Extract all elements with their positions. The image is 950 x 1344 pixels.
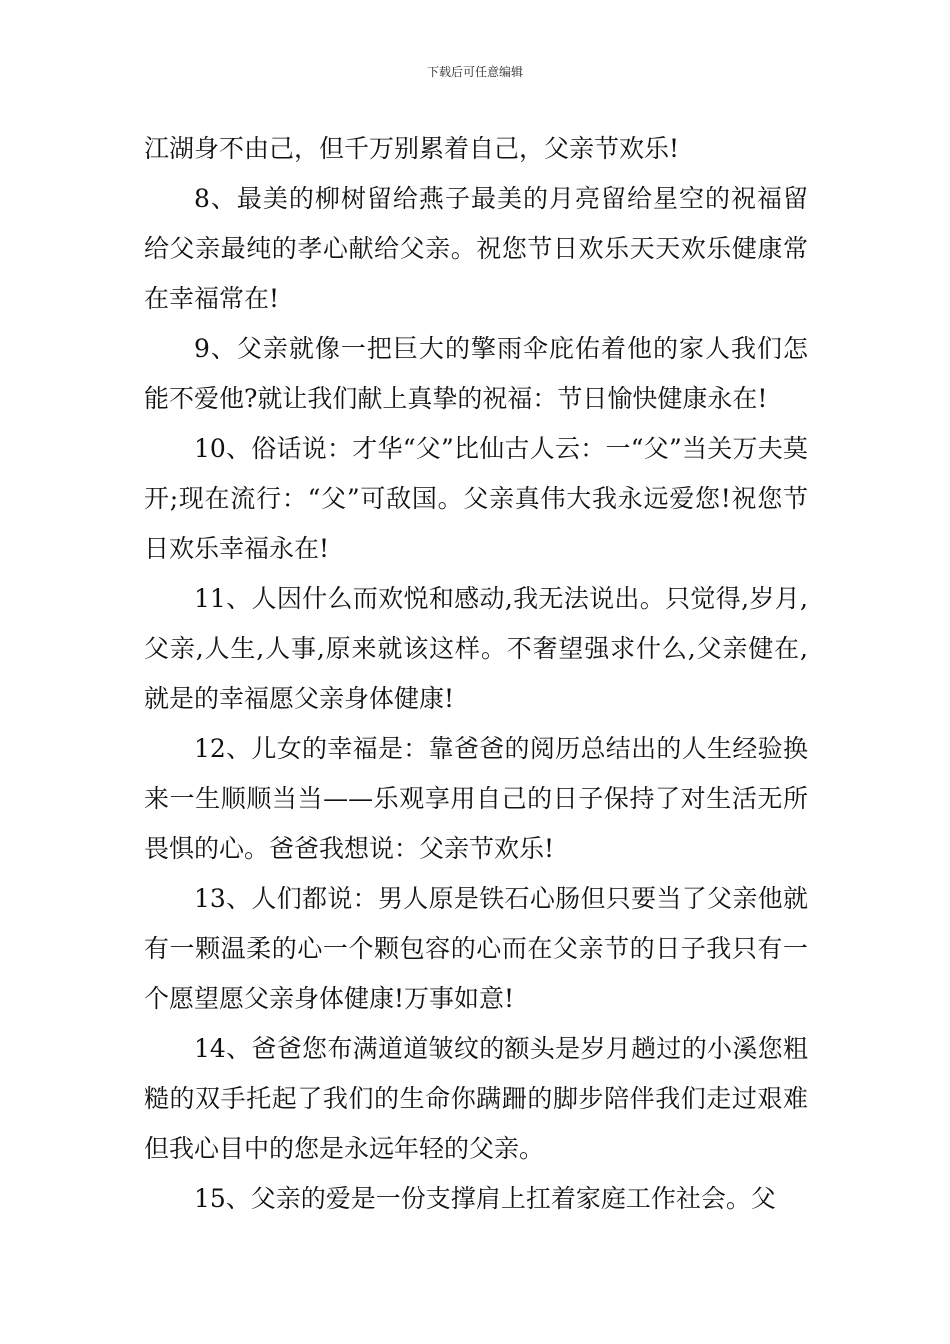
document-body	[144, 124, 808, 1224]
paragraph-item-8: 8、最美的柳树留给燕子最美的月亮留给星空的祝福留给父亲最纯的孝心献给父亲。祝您节日欢乐天天欢乐健康常在幸福常在!	[144, 184, 808, 313]
page-header: 下载后可任意编辑	[426, 65, 523, 79]
paragraph-item-12: 12、儿女的幸福是：靠爸爸的阅历总结出的人生经验换来一生顺顺当当——乐观享用自己的日子保持了对生活无所畏惧的心。爸爸我想说：父亲节欢乐!	[144, 734, 808, 863]
paragraph-item-11: 11、人因什么而欢悦和感动,我无法说出。只觉得,岁月,父亲,人生,人事,原来就该这样。不奢望强求什么,父亲健在,就是的幸福愿父亲身体健康!	[144, 584, 808, 713]
paragraph-item-10: 10、俗话说：才华“父”比仙古人云：一“父”当关万夫莫开;现在流行：“父”可敌国。父亲真伟大我永远爱您!祝您节日欢乐幸福永在!	[144, 434, 808, 563]
paragraph-item-9: 9、父亲就像一把巨大的擎雨伞庇佑着他的家人我们怎能不爱他?就让我们献上真挚的祝福：节日愉快健康永在!	[144, 334, 808, 413]
paragraph-item-14: 14、爸爸您布满道道皱纹的额头是岁月趟过的小溪您粗糙的双手托起了我们的生命你蹒跚的脚步陪伴我们走过艰难但我心目中的您是永远年轻的父亲。	[144, 1034, 808, 1163]
paragraph-item-13: 13、人们都说：男人原是铁石心肠但只要当了父亲他就有一颗温柔的心一个颗包容的心而在父亲节的日子我只有一个愿望愿父亲身体健康!万事如意!	[144, 884, 808, 1013]
paragraph-item-15: 15、父亲的爱是一份支撑肩上扛着家庭工作社会。父	[194, 1184, 776, 1213]
paragraph-continuation: 江湖身不由己，但千万别累着自己，父亲节欢乐!	[144, 134, 680, 163]
